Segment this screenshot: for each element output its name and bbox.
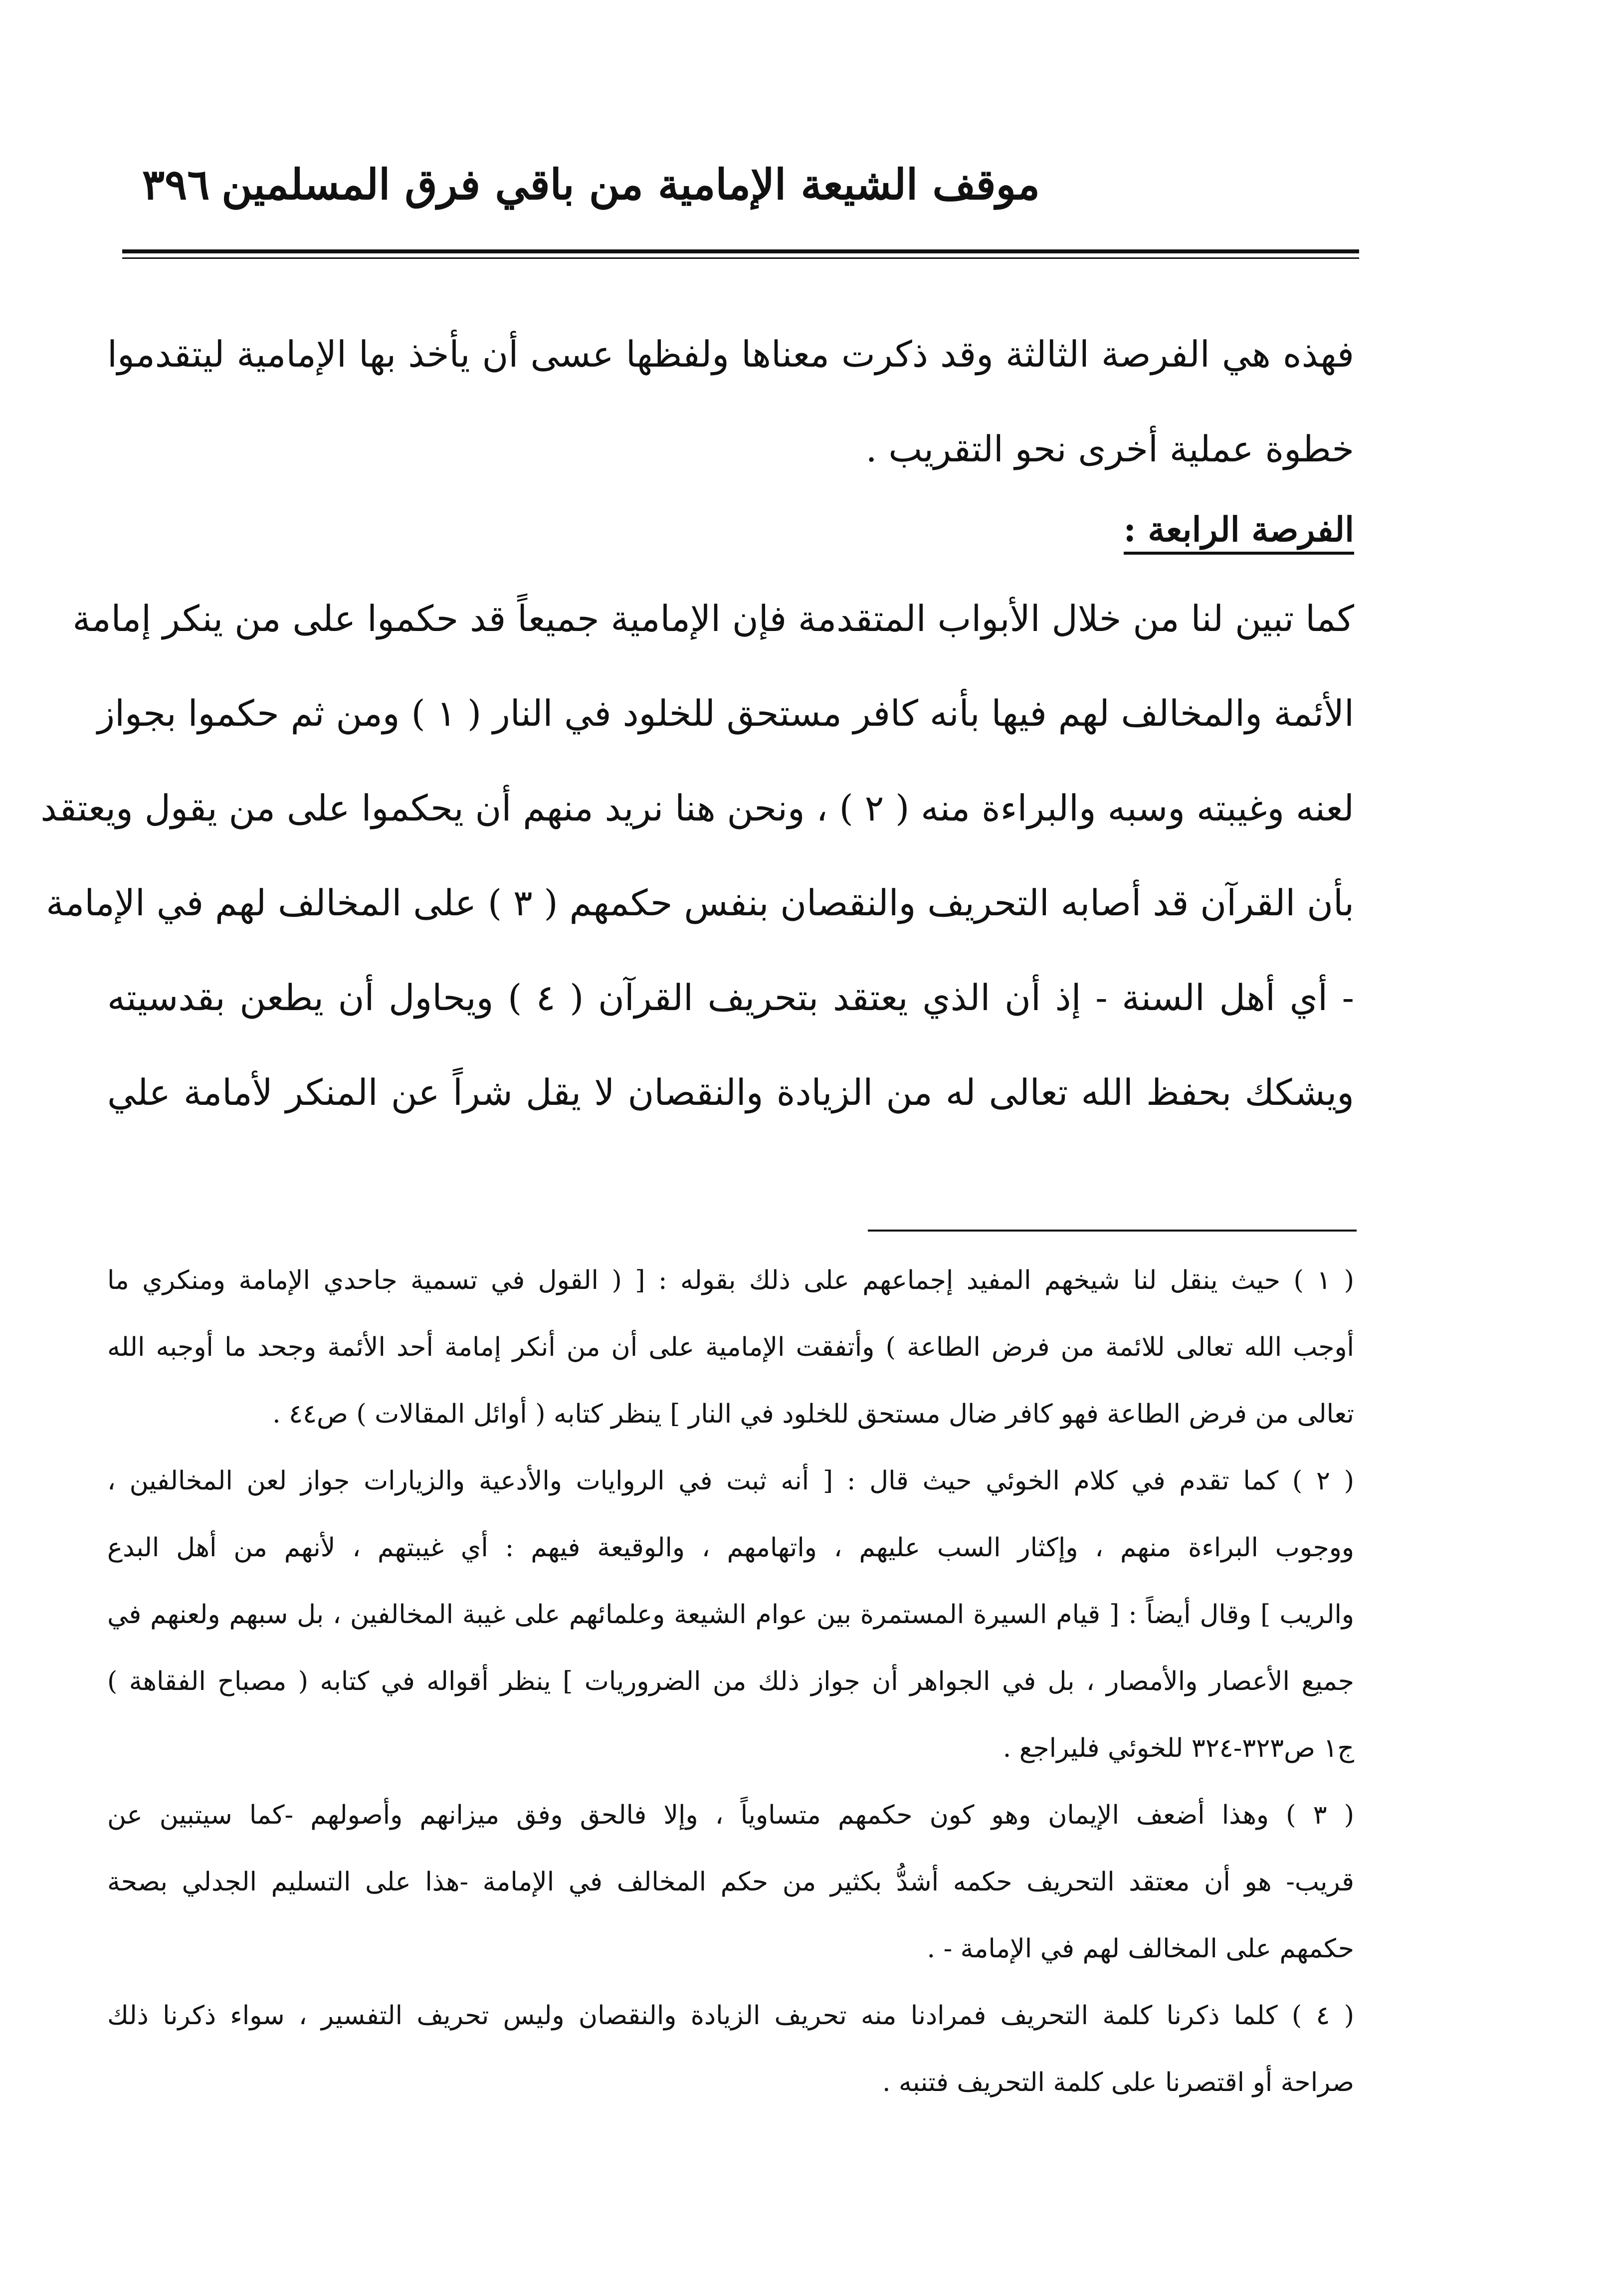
footnote-line: ( ٢ ) كما تقدم في كلام الخوئي حيث قال : [ أنه ثبت في الروايات والأدعية والزيارات جواز لعن المخالفين ، bbox=[107, 1466, 1354, 1496]
body-line: ويشكك بحفظ الله تعالى له من الزيادة والنقصان لا يقل شراً عن المنكر لأمامة علي bbox=[107, 1071, 1354, 1113]
body-line: كما تبين لنا من خلال الأبواب المتقدمة فإن الإمامية جميعاً قد حكموا على من ينكر إمامة bbox=[72, 598, 1354, 639]
footnote-line: تعالى من فرض الطاعة فهو كافر ضال مستحق للخلود في النار ] ينظر كتابه ( أوائل المقالات ) ص٤٤ . bbox=[272, 1399, 1354, 1429]
section-heading-line bbox=[107, 496, 1354, 571]
footnote-line: ( ٣ ) وهذا أضعف الإيمان وهو كون حكمهم متساوياً ، وإلا فالحق وفق ميزانهم وأصولهم -كما سيتبين عن bbox=[107, 1800, 1354, 1830]
footnote-line: والريب ] وقال أيضاً : [ قيام السيرة المستمرة بين عوام الشيعة وعلمائهم على غيبة المخالفين ، بل سبهم ولعنهم في bbox=[107, 1600, 1355, 1630]
footnote-line: قريب- هو أن معتقد التحريف حكمه أشدُّ بكثير من حكم المخالف في الإمامة -هذا على التسليم الجدلي بصحة bbox=[107, 1867, 1354, 1897]
footnote-separator bbox=[868, 1230, 1357, 1232]
body-line: بأن القرآن قد أصابه التحريف والنقصان بنفس حكمهم ( ٣ ) على المخالف لهم في الإمامة bbox=[46, 882, 1354, 924]
footnote-line: جميع الأعصار والأمصار ، بل في الجواهر أن جواز ذلك من الضروريات ] ينظر أقواله في كتابه ( مصباح الفقاهة ) bbox=[107, 1667, 1354, 1696]
page-number: ٣٩٦ bbox=[142, 160, 210, 209]
footnote-line: ووجوب البراءة منهم ، وإكثار السب عليهم ، واتهامهم ، والوقيعة فيهم : أي غيبتهم ، لأنهم من أهل البدع bbox=[107, 1533, 1354, 1563]
main-text bbox=[40, 307, 1354, 1140]
running-title: موقف الشيعة الإمامية من باقي فرق المسلمين bbox=[221, 160, 1040, 209]
footnote-line: ( ٤ ) كلما ذكرنا كلمة التحريف فمرادنا منه تحريف الزيادة والنقصان وليس تحريف التفسير ، سواء ذكرنا ذلك bbox=[107, 2001, 1354, 2031]
body-line: - أي أهل السنة - إذ أن الذي يعتقد بتحريف القرآن ( ٤ ) ويحاول أن يطعن بقدسيته bbox=[107, 977, 1354, 1019]
body-line: لعنه وغيبته وسبه والبراءة منه ( ٢ ) ، ونحن هنا نريد منهم أن يحكموا على من يقول ويعتقد bbox=[40, 787, 1354, 829]
page-header bbox=[122, 150, 1359, 234]
footnote-line: أوجب الله تعالى للائمة من فرض الطاعة ) وأتفقت الإمامية على أن من أنكر إمامة أحد الأئمة وجحد ما أوجبه الله bbox=[107, 1332, 1355, 1362]
footnote-line: ( ١ ) حيث ينقل لنا شيخهم المفيد إجماعهم على ذلك بقوله : [ ( القول في تسمية جاحدي الإمامة ومنكري ما bbox=[107, 1265, 1354, 1295]
header-rule-thin bbox=[122, 257, 1359, 259]
footnote-line: ج١ ص٣٢٣-٣٢٤ للخوئي فليراجع . bbox=[1003, 1733, 1354, 1763]
header-rule-thick bbox=[122, 249, 1359, 253]
body-line: فهذه هي الفرصة الثالثة وقد ذكرت معناها ولفظها عسى أن يأخذ بها الإمامية ليتقدموا bbox=[107, 333, 1354, 375]
footnote-line: حكمهم على المخالف لهم في الإمامة - . bbox=[927, 1934, 1354, 1964]
footnotes bbox=[107, 1247, 1354, 2116]
body-line: الأئمة والمخالف لهم فيها بأنه كافر مستحق للخلود في النار ( ١ ) ومن ثم حكموا بجواز bbox=[97, 692, 1354, 734]
section-heading: الفرصة الرابعة : bbox=[1124, 510, 1354, 555]
footnote-line: صراحة أو اقتصرنا على كلمة التحريف فتنبه . bbox=[882, 2068, 1354, 2097]
body-line: خطوة عملية أخرى نحو التقريب . bbox=[865, 428, 1354, 470]
